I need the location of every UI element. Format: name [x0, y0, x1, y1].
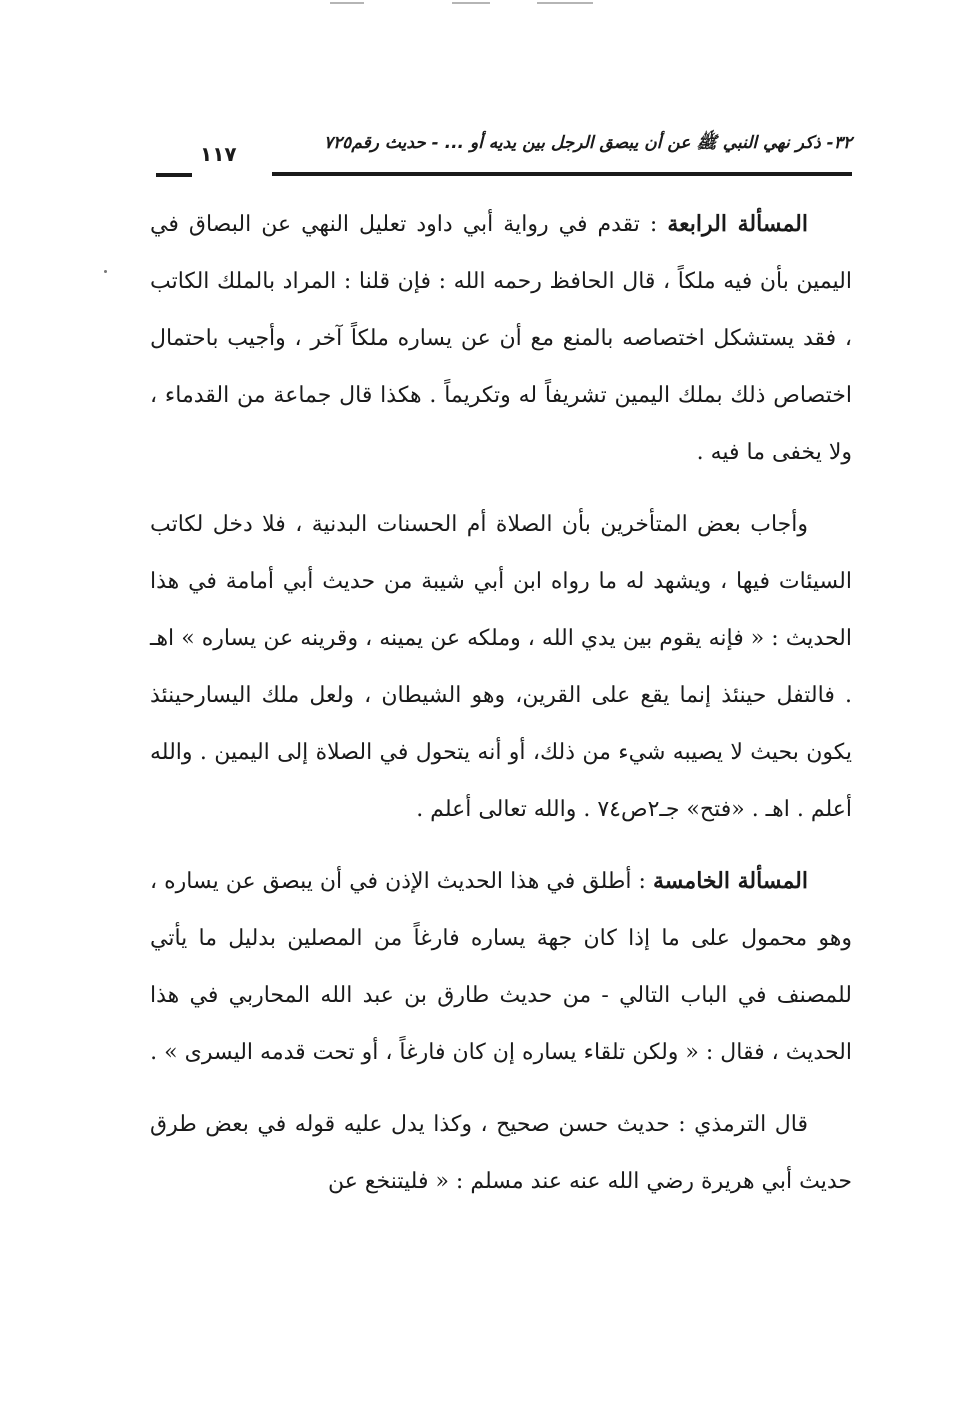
paragraph-text: : تقدم في رواية أبي داود تعليل النهي عن البصاق في اليمين بأن فيه ملكاً ، قال الحافظ رحمه الله : فإن قلنا : المراد بالملك الكاتب ، فقد يستشكل اختصاصه بالمنع مع أن عن يساره ملكاً آخر ، وأجيب باحتمال اختصاص ذلك بملك اليمين تشريفاً له وتكريماً . هكذا قال جماعة من القدماء ، ولا يخفى ما فيه .: [150, 212, 852, 465]
paragraph-tirmidhi: [150, 1096, 852, 1210]
page-header: [156, 128, 852, 184]
scan-artifact-marks: [330, 0, 630, 6]
paragraph-text: : أطلق في هذا الحديث الإذن في أن يبصق عن يساره ، وهو محمول على ما إذا كان جهة يساره فارغاً من المصلين بدليل ما يأتي للمصنف في الباب التالي - من حديث طارق بن عبد الله المحاربي في هذا الحديث ، فقال : « ولكن تلقاء يساره إن كان فارغاً ، أو تحت قدمه اليسرى » .: [150, 869, 853, 1065]
page-number: ١١٧: [200, 142, 237, 166]
paragraph-text: وأجاب بعض المتأخرين بأن الصلاة أم الحسنات البدنية ، فلا دخل لكاتب السيئات فيها ، ويشهد له ما رواه ابن أبي شيبة من حديث أبي أمامة في هذا الحديث : « فإنه يقوم بين يدي الله ، وملكه عن يمينه ، وقرينه عن يساره » اهـ . فالتفل حينئذ إنما يقع على القرين، وهو الشيطان ، ولعل ملك اليسارحينئذ يكون بحيث لا يصيبه شيء من ذلك، أو أنه يتحول في الصلاة إلى اليمين . والله أعلم . اهـ . «فتح» جـ٢ص٧٤ . والله تعالى أعلم .: [150, 512, 852, 822]
scan-speck: [104, 270, 107, 273]
body-text: [150, 196, 852, 1225]
paragraph-later-scholars: [150, 496, 852, 838]
header-rule: [272, 172, 852, 176]
running-title: ٣٢- ذكر نهي النبي ﷺ عن أن يبصق الرجل بين يديه أو ... - حديث رقم٧٢٥: [323, 133, 852, 153]
paragraph-text: قال الترمذي : حديث حسن صحيح ، وكذا يدل عليه قوله في بعض طرق حديث أبي هريرة رضي الله عنه عند مسلم : « فليتنخع عن: [150, 1112, 852, 1194]
paragraph-issue-four: [150, 196, 852, 481]
paragraph-issue-five: [150, 853, 852, 1081]
page-number-dash: [156, 173, 192, 177]
paragraph-heading: المسألة الخامسة: [653, 868, 808, 894]
paragraph-heading: المسألة الرابعة: [667, 211, 809, 237]
